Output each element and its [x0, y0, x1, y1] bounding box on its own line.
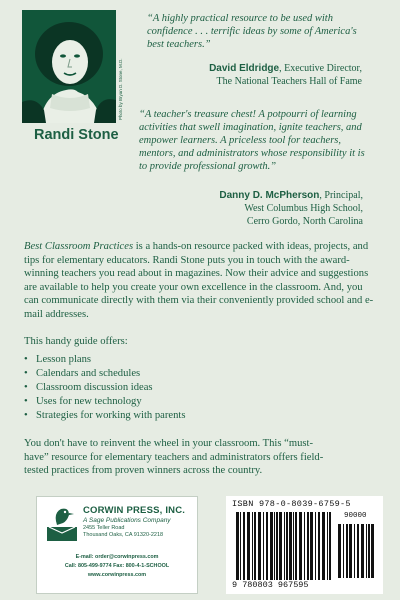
barcode-addon-bars-icon	[338, 524, 374, 578]
testimonial-title: , Principal,	[319, 190, 363, 201]
barcode-bar	[338, 524, 341, 578]
barcode-bar	[304, 512, 305, 580]
publisher-phone: Call: 805-499-9774 Fax: 800-4-1-SCHOOL	[64, 563, 170, 569]
barcode-bar	[310, 512, 313, 580]
description-text: is a hands-on resource packed with ideas, projects, and tips for elementary educators. Randi Stone puts you in touch with the award-winning teachers you read about in magazines. Now their advice and suggestions are available to help you create your own excellence in the classroom. And, you can communicate directly with them via their conveniently provided school and e-mail addresses.	[24, 241, 374, 320]
publisher-name: CORWIN PRESS, INC.	[83, 505, 186, 516]
barcode-bar	[236, 512, 239, 580]
barcode-bar	[270, 512, 273, 580]
barcode-bar	[318, 512, 320, 580]
barcode-bar	[299, 512, 302, 580]
barcode-bar	[343, 524, 344, 578]
barcode-bar	[274, 512, 275, 580]
barcode-bar	[243, 512, 245, 580]
barcode-bar	[252, 512, 253, 580]
publisher-address-line1: 2455 Teller Road	[83, 525, 125, 531]
barcode-bar	[240, 512, 241, 580]
testimonial-title: , Executive Director,	[279, 63, 362, 74]
barcode-bar	[329, 512, 331, 580]
testimonial-location: Cerro Gordo, North Carolina	[246, 216, 363, 227]
testimonial-attribution	[160, 189, 363, 228]
barcode-bar	[254, 512, 256, 580]
barcode-addon-digits: 90000	[344, 512, 367, 520]
barcode-bar	[295, 512, 297, 580]
barcode-bar	[276, 512, 278, 580]
testimonial-quote: “A highly practical resource to be used with confidence . . . terrific ideas by some of America's best teachers.”	[147, 13, 357, 50]
author-photo	[22, 10, 116, 123]
barcode-bar	[315, 512, 316, 580]
barcode-bar	[366, 524, 367, 578]
barcode-bar	[293, 512, 294, 580]
testimonial-name: David Eldridge	[209, 63, 280, 74]
author-name: Randi Stone	[34, 127, 119, 143]
testimonial-organization: West Columbus High School,	[244, 203, 363, 214]
barcode-bar	[357, 524, 359, 578]
testimonial-organization: The National Teachers Hall of Fame	[216, 76, 362, 87]
author-portrait	[22, 10, 116, 123]
closing-paragraph: You don't have to reinvent the wheel in your classroom. This “must-have” resource for elementary teachers and administrators offers field-tested practices from proven winners across the country.	[24, 438, 324, 476]
barcode-bar	[354, 524, 355, 578]
publisher-logo-icon	[45, 503, 79, 543]
barcode-bar	[266, 512, 268, 580]
barcode-digits: 9 780803 967595	[232, 580, 309, 590]
offers-list	[24, 353, 185, 423]
description-paragraph	[24, 240, 376, 321]
barcode-bar	[284, 512, 285, 580]
barcode-bar	[247, 512, 250, 580]
book-title: Best Classroom Practices	[24, 241, 134, 252]
publisher-email: E-mail: order@corwinpress.com	[75, 554, 159, 560]
isbn-barcode	[226, 496, 383, 594]
list-item: • Uses for new technology	[24, 395, 185, 409]
publisher-subtitle: A Sage Publications Company	[83, 517, 171, 524]
publisher-box	[36, 496, 198, 594]
photo-credit: Photo by Bryan D. Stone, M.D.	[118, 58, 123, 120]
barcode-bar	[368, 524, 370, 578]
testimonial-quote: “A teacher's treasure chest! A potpourri of learning activities that swell imagination, ignite teachers, and empower learners. A priceless tool for teachers, mentors, and administrators whose responsibility it is to provide professional growth.”	[139, 109, 365, 172]
barcode-bar	[289, 512, 292, 580]
publisher-website: www.corwinpress.com	[87, 572, 147, 578]
testimonial-attribution	[160, 62, 362, 88]
barcode-bar	[258, 512, 261, 580]
barcode-bar	[286, 512, 288, 580]
list-item: • Strategies for working with parents	[24, 409, 185, 423]
isbn-number: ISBN 978-0-8039-6759-5	[232, 499, 351, 509]
testimonial-name: Danny D. McPherson	[219, 190, 320, 201]
offers-intro: This handy guide offers:	[24, 336, 128, 347]
list-item: • Lesson plans	[24, 353, 185, 367]
barcode-bar	[327, 512, 328, 580]
list-item: • Calendars and schedules	[24, 367, 185, 381]
barcode-bar	[322, 512, 325, 580]
barcode-bar	[307, 512, 309, 580]
barcode-bar	[371, 524, 374, 578]
barcode-bars-icon	[236, 512, 334, 580]
barcode-bar	[349, 524, 352, 578]
publisher-address-line2: Thousand Oaks, CA 91320-2218	[83, 532, 164, 538]
list-item: • Classroom discussion ideas	[24, 381, 185, 395]
barcode-bar	[346, 524, 348, 578]
barcode-bar	[361, 524, 364, 578]
barcode-bar	[263, 512, 264, 580]
barcode-bar	[279, 512, 282, 580]
